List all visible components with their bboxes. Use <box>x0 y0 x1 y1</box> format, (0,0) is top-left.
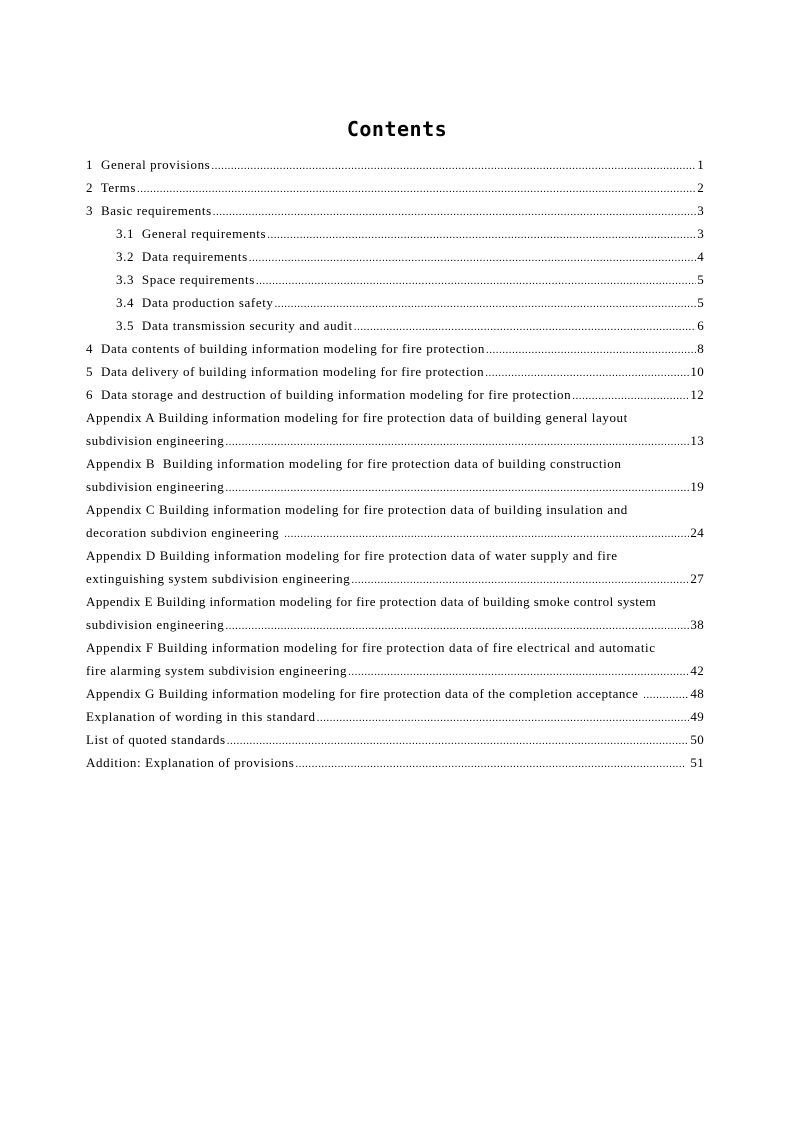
toc-number: 3.4 <box>116 295 135 310</box>
toc-leader <box>267 224 696 247</box>
toc-title: Explanation of wording in this standard <box>86 709 316 724</box>
toc-page-number: 4 <box>697 249 704 264</box>
toc-leader <box>249 247 696 270</box>
toc-leader <box>275 293 697 316</box>
toc-appendix-f-line2[interactable] <box>86 659 704 682</box>
toc-leader <box>485 362 689 385</box>
toc-entry-3[interactable] <box>86 199 704 222</box>
toc-entry-3-3[interactable] <box>86 268 704 291</box>
toc-leader <box>351 569 689 592</box>
toc-page-number: 2 <box>697 180 704 195</box>
toc-page-number: 51 <box>686 755 704 770</box>
toc-appendix-f-line1[interactable]: Appendix F Building information modeling for fire protection data of fire electrical and automatic <box>86 640 656 655</box>
toc-appendix-b-line2[interactable] <box>86 475 704 498</box>
toc-leader <box>225 431 689 454</box>
toc-leader <box>643 684 689 707</box>
page-title: Contents <box>346 117 448 141</box>
toc-entry-3-5[interactable] <box>86 314 704 337</box>
toc-title: decoration subdivion engineering <box>86 525 284 540</box>
toc-entry-2[interactable] <box>86 176 704 199</box>
toc-entry-1[interactable] <box>86 153 704 176</box>
toc-title: extinguishing system subdivision engineering <box>86 571 351 586</box>
toc-page-number: 5 <box>697 272 704 287</box>
toc-entry-3-1[interactable] <box>86 222 704 245</box>
toc-page-number: 38 <box>690 617 704 632</box>
toc-entry-5[interactable] <box>86 360 704 383</box>
table-of-contents <box>86 153 704 774</box>
toc-leader <box>572 385 689 408</box>
toc-number: 3 <box>86 203 94 218</box>
toc-leader <box>354 316 696 339</box>
toc-number: 2 <box>86 180 94 195</box>
toc-leader <box>486 339 696 362</box>
toc-number: 3.3 <box>116 272 135 287</box>
toc-title: List of quoted standards <box>86 732 226 747</box>
toc-number: 3.2 <box>116 249 135 264</box>
toc-page-number: 3 <box>697 203 704 218</box>
toc-title: Appendix G Building information modeling for fire protection data of the completion acceptance <box>86 686 643 701</box>
toc-number: 5 <box>86 364 94 379</box>
toc-appendix-d-line2[interactable] <box>86 567 704 590</box>
toc-appendix-a-line1[interactable]: Appendix A Building information modeling for fire protection data of building general layout <box>86 410 628 425</box>
toc-appendix-d-line1[interactable]: Appendix D Building information modeling for fire protection data of water supply and fire <box>86 548 618 563</box>
toc-title: Data requirements <box>141 249 248 264</box>
toc-number: 6 <box>86 387 94 402</box>
toc-appendix-a-line2[interactable] <box>86 429 704 452</box>
toc-leader <box>137 178 696 201</box>
toc-leader <box>348 661 689 684</box>
toc-leader <box>295 753 685 776</box>
toc-leader <box>211 155 696 178</box>
toc-title: Terms <box>100 180 137 195</box>
toc-page-number: 49 <box>690 709 704 724</box>
toc-page-number: 12 <box>690 387 704 402</box>
toc-title: Data delivery of building information modeling for fire protection <box>100 364 485 379</box>
toc-leader <box>225 615 689 638</box>
toc-page-number: 24 <box>690 525 704 540</box>
toc-leader <box>227 730 690 753</box>
toc-entry-3-4[interactable] <box>86 291 704 314</box>
toc-page-number: 8 <box>697 341 704 356</box>
toc-page-number: 3 <box>697 226 704 241</box>
toc-page-number: 10 <box>690 364 704 379</box>
toc-entry-4[interactable] <box>86 337 704 360</box>
toc-leader <box>256 270 696 293</box>
toc-title: subdivision engineering <box>86 433 225 448</box>
toc-title: Addition: Explanation of provisions <box>86 755 295 770</box>
toc-title: Data storage and destruction of building information modeling for fire protection <box>100 387 572 402</box>
toc-page-number: 19 <box>690 479 704 494</box>
toc-title: Basic requirements <box>100 203 212 218</box>
toc-page-number: 13 <box>690 433 704 448</box>
toc-title: Data contents of building information modeling for fire protection <box>100 341 485 356</box>
toc-page-number: 1 <box>697 157 704 172</box>
toc-number: 4 <box>86 341 94 356</box>
toc-appendix-c-line1[interactable]: Appendix C Building information modeling for fire protection data of building insulation and <box>86 502 628 517</box>
toc-page-number: 6 <box>697 318 704 333</box>
toc-appendix-c-line2[interactable] <box>86 521 704 544</box>
toc-title: fire alarming system subdivision engineering <box>86 663 348 678</box>
toc-title: General provisions <box>100 157 211 172</box>
toc-wording-explanation[interactable] <box>86 705 704 728</box>
toc-appendix-b-line1[interactable]: Appendix B Building information modeling for fire protection data of building construction <box>86 456 622 471</box>
toc-title: subdivision engineering <box>86 617 225 632</box>
toc-page-number: 27 <box>690 571 704 586</box>
toc-number: 1 <box>86 157 94 172</box>
toc-title: Space requirements <box>141 272 255 287</box>
toc-title: Data production safety <box>141 295 274 310</box>
toc-leader <box>284 523 689 546</box>
toc-page-number: 48 <box>690 686 704 701</box>
toc-quoted-standards[interactable] <box>86 728 704 751</box>
toc-leader <box>317 707 690 730</box>
toc-appendix-e-line2[interactable] <box>86 613 704 636</box>
toc-title: General requirements <box>141 226 267 241</box>
toc-page-number: 42 <box>690 663 704 678</box>
toc-leader <box>213 201 696 224</box>
toc-leader <box>225 477 689 500</box>
toc-title: Data transmission security and audit <box>141 318 353 333</box>
toc-page-number: 5 <box>697 295 704 310</box>
toc-title: subdivision engineering <box>86 479 225 494</box>
toc-entry-6[interactable] <box>86 383 704 406</box>
toc-number: 3.5 <box>116 318 135 333</box>
toc-number: 3.1 <box>116 226 135 241</box>
toc-appendix-e-line1[interactable]: Appendix E Building information modeling for fire protection data of building smoke control system <box>86 594 657 609</box>
toc-provisions-explanation[interactable] <box>86 751 704 774</box>
toc-appendix-g[interactable] <box>86 682 704 705</box>
toc-page-number: 50 <box>690 732 704 747</box>
toc-entry-3-2[interactable] <box>86 245 704 268</box>
